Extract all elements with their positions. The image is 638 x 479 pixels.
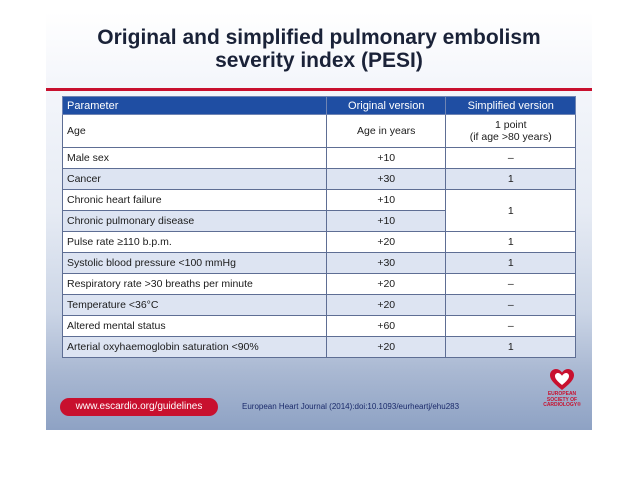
cell-original: +20 <box>327 295 446 316</box>
title-line-2: severity index (PESI) <box>215 49 423 72</box>
title-divider <box>46 88 592 91</box>
cell-simplified: – <box>446 148 576 169</box>
cell-simplified: 1 <box>446 232 576 253</box>
table-row <box>63 169 576 190</box>
cell-param: Male sex <box>63 148 327 169</box>
logo-line-1: EUROPEAN <box>547 391 577 397</box>
table-row <box>63 232 576 253</box>
table-row <box>63 295 576 316</box>
header-simplified: Simplified version <box>446 97 576 115</box>
cell-original: +10 <box>327 148 446 169</box>
cell-param: Altered mental status <box>63 316 327 337</box>
guidelines-link[interactable]: www.escardio.org/guidelines <box>60 398 218 416</box>
slide <box>46 12 592 430</box>
cell-param: Age <box>63 115 327 148</box>
cell-simplified-line2: (if age >80 years) <box>469 131 552 143</box>
cell-param: Cancer <box>63 169 327 190</box>
cell-param: Systolic blood pressure <100 mmHg <box>63 253 327 274</box>
cell-original: +20 <box>327 337 446 358</box>
cell-param: Temperature <36°C <box>63 295 327 316</box>
header-parameter: Parameter <box>63 97 327 115</box>
cell-original: +60 <box>327 316 446 337</box>
cell-original: +10 <box>327 211 446 232</box>
cell-simplified: – <box>446 274 576 295</box>
cell-param: Chronic pulmonary disease <box>63 211 327 232</box>
table-row <box>63 190 576 211</box>
header-original: Original version <box>327 97 446 115</box>
heart-logo-icon <box>549 368 575 392</box>
table-row <box>63 316 576 337</box>
table-row <box>63 337 576 358</box>
cell-simplified: – <box>446 316 576 337</box>
cell-param: Pulse rate ≥110 b.p.m. <box>63 232 327 253</box>
cell-simplified: 1 <box>446 169 576 190</box>
esc-logo <box>536 368 588 409</box>
cell-simplified: 1 <box>446 337 576 358</box>
slide-title <box>46 26 592 72</box>
cell-original: +30 <box>327 169 446 190</box>
cell-original: +10 <box>327 190 446 211</box>
cell-param: Chronic heart failure <box>63 190 327 211</box>
table-row <box>63 253 576 274</box>
table-row <box>63 148 576 169</box>
table-row <box>63 274 576 295</box>
citation: European Heart Journal (2014):doi:10.1093/eurheartj/ehu283 <box>242 402 460 411</box>
cell-param: Respiratory rate >30 breaths per minute <box>63 274 327 295</box>
logo-line-3: CARDIOLOGY® <box>543 402 581 408</box>
cell-original: +20 <box>327 232 446 253</box>
cell-original: +30 <box>327 253 446 274</box>
pesi-table <box>62 96 576 358</box>
cell-simplified: 1 <box>446 253 576 274</box>
table-row <box>63 115 576 148</box>
cell-simplified: – <box>446 295 576 316</box>
title-line-1: Original and simplified pulmonary embolism <box>97 26 541 49</box>
cell-param: Arterial oxyhaemoglobin saturation <90% <box>63 337 327 358</box>
cell-original: +20 <box>327 274 446 295</box>
cell-simplified-line1: 1 point <box>494 119 527 131</box>
cell-original: Age in years <box>327 115 446 148</box>
logo-line-2: SOCIETY OF <box>546 396 578 403</box>
cell-simplified <box>446 115 576 148</box>
cell-simplified-merged: 1 <box>446 190 576 232</box>
